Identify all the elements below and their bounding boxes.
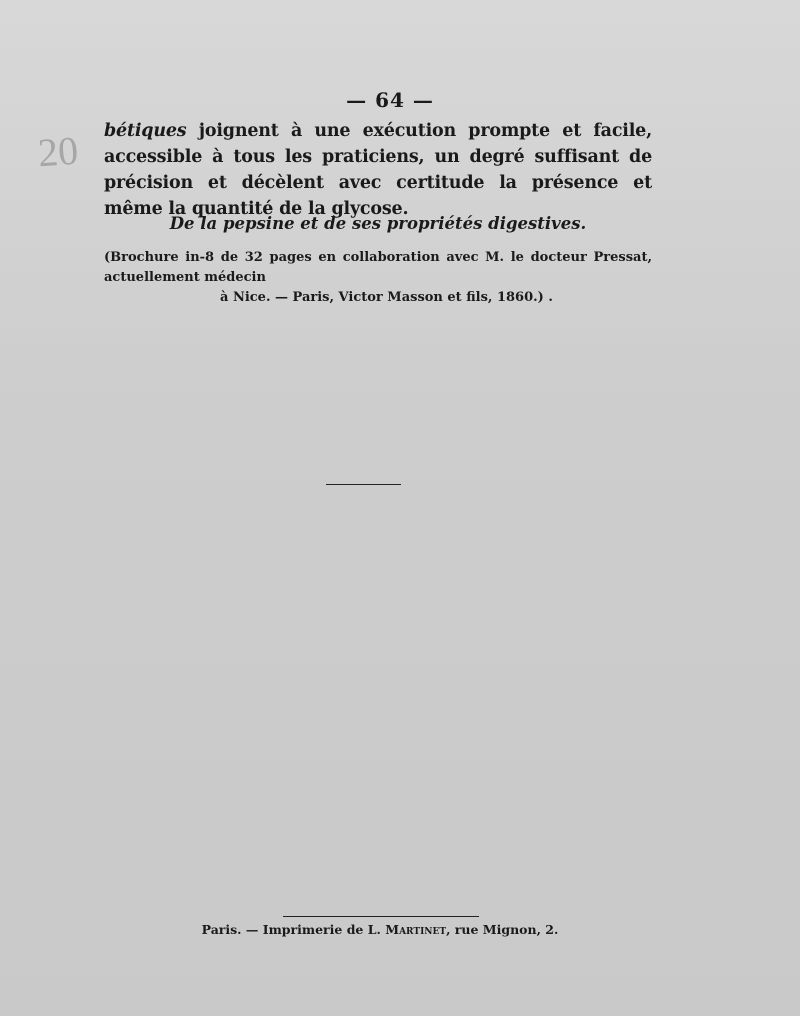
paragraph-text: joignent à une exécution prompte et facile, accessible à tous les praticiens, un degré suffisant de précision et décèlent avec certitude la présence et même la quantité de la glycose. (104, 121, 652, 219)
printer-imprint (0, 922, 760, 937)
imprint-suffix: , rue Mignon, 2. (446, 922, 559, 937)
body-paragraph (104, 118, 652, 222)
section-heading: De la pepsine et de ses propriétés digestives. (169, 214, 587, 233)
page-number: — 64 — (346, 88, 434, 112)
paragraph-lead-word: bétiques (104, 121, 187, 141)
note-line-1: (Brochure in-8 de 32 pages en collaboration avec M. le docteur Pressat, actuellement médecin (104, 250, 652, 285)
imprint-prefix: Paris. — Imprimerie de L. (201, 922, 386, 937)
imprint-printer: Martinet (385, 922, 447, 937)
footer-divider (283, 916, 479, 917)
section-divider (326, 484, 401, 485)
note-line-2: à Nice. — Paris, Victor Masson et fils, 1860.) . (220, 290, 553, 305)
bibliographic-note (104, 248, 652, 308)
margin-pencil-mark: 20 (36, 127, 80, 176)
